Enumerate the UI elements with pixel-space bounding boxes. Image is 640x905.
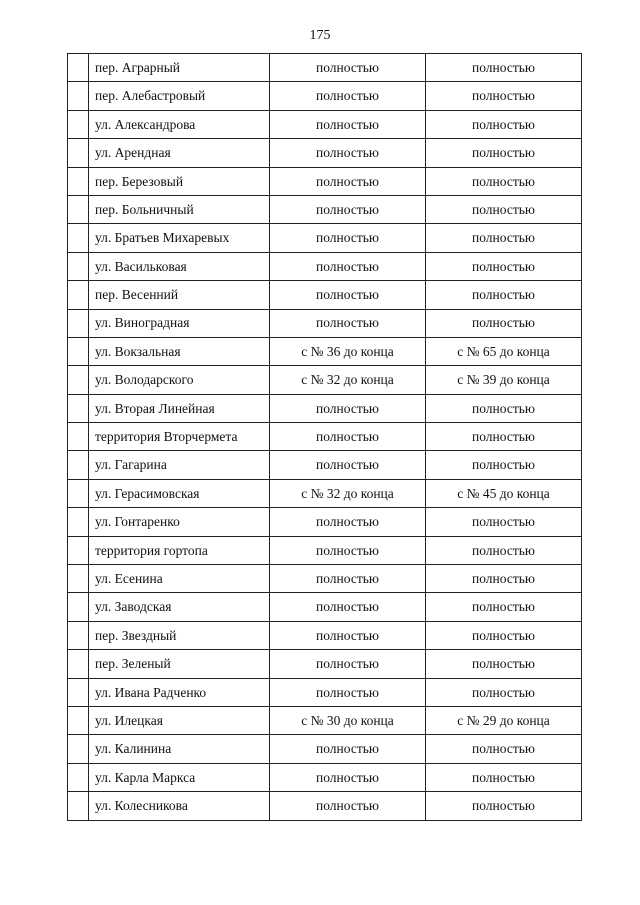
table-row	[68, 252, 582, 280]
even-numbers-cell: полностью	[270, 224, 426, 252]
even-numbers-cell: полностью	[270, 82, 426, 110]
odd-numbers-cell: полностью	[426, 536, 582, 564]
even-numbers-cell: с № 36 до конца	[270, 337, 426, 365]
streets-table	[67, 53, 582, 821]
odd-numbers-cell: с № 45 до конца	[426, 479, 582, 507]
table-row	[68, 650, 582, 678]
table-row	[68, 82, 582, 110]
street-name-cell: ул. Герасимовская	[89, 479, 270, 507]
row-index-cell	[68, 706, 89, 734]
even-numbers-cell: полностью	[270, 54, 426, 82]
street-name-cell: пер. Больничный	[89, 195, 270, 223]
odd-numbers-cell: полностью	[426, 735, 582, 763]
table-row	[68, 536, 582, 564]
table-row	[68, 54, 582, 82]
even-numbers-cell: полностью	[270, 792, 426, 820]
street-name-cell: территория гортопа	[89, 536, 270, 564]
street-name-cell: пер. Зеленый	[89, 650, 270, 678]
table-row	[68, 735, 582, 763]
odd-numbers-cell: с № 39 до конца	[426, 366, 582, 394]
even-numbers-cell: полностью	[270, 508, 426, 536]
even-numbers-cell: полностью	[270, 735, 426, 763]
odd-numbers-cell: полностью	[426, 54, 582, 82]
street-name-cell: ул. Виноградная	[89, 309, 270, 337]
table-row	[68, 593, 582, 621]
odd-numbers-cell: полностью	[426, 621, 582, 649]
row-index-cell	[68, 621, 89, 649]
odd-numbers-cell: полностью	[426, 252, 582, 280]
even-numbers-cell: полностью	[270, 252, 426, 280]
street-name-cell: пер. Аграрный	[89, 54, 270, 82]
table-row	[68, 678, 582, 706]
even-numbers-cell: полностью	[270, 110, 426, 138]
table-row	[68, 451, 582, 479]
table-row	[68, 309, 582, 337]
row-index-cell	[68, 110, 89, 138]
odd-numbers-cell: полностью	[426, 593, 582, 621]
odd-numbers-cell: полностью	[426, 281, 582, 309]
row-index-cell	[68, 536, 89, 564]
row-index-cell	[68, 82, 89, 110]
row-index-cell	[68, 281, 89, 309]
street-name-cell: ул. Калинина	[89, 735, 270, 763]
street-name-cell: ул. Александрова	[89, 110, 270, 138]
row-index-cell	[68, 479, 89, 507]
even-numbers-cell: полностью	[270, 763, 426, 791]
table-row	[68, 792, 582, 820]
row-index-cell	[68, 451, 89, 479]
street-name-cell: пер. Звездный	[89, 621, 270, 649]
street-name-cell: пер. Березовый	[89, 167, 270, 195]
odd-numbers-cell: полностью	[426, 763, 582, 791]
row-index-cell	[68, 678, 89, 706]
odd-numbers-cell: полностью	[426, 792, 582, 820]
even-numbers-cell: полностью	[270, 195, 426, 223]
row-index-cell	[68, 792, 89, 820]
odd-numbers-cell: с № 65 до конца	[426, 337, 582, 365]
street-name-cell: ул. Колесникова	[89, 792, 270, 820]
odd-numbers-cell: с № 29 до конца	[426, 706, 582, 734]
row-index-cell	[68, 224, 89, 252]
even-numbers-cell: полностью	[270, 565, 426, 593]
street-name-cell: пер. Весенний	[89, 281, 270, 309]
odd-numbers-cell: полностью	[426, 82, 582, 110]
table-row	[68, 281, 582, 309]
row-index-cell	[68, 763, 89, 791]
table-row	[68, 394, 582, 422]
street-name-cell: ул. Ивана Радченко	[89, 678, 270, 706]
street-name-cell: ул. Карла Маркса	[89, 763, 270, 791]
street-name-cell: ул. Гонтаренко	[89, 508, 270, 536]
even-numbers-cell: полностью	[270, 281, 426, 309]
even-numbers-cell: полностью	[270, 593, 426, 621]
row-index-cell	[68, 394, 89, 422]
odd-numbers-cell: полностью	[426, 195, 582, 223]
table-row	[68, 479, 582, 507]
table-row	[68, 195, 582, 223]
row-index-cell	[68, 508, 89, 536]
even-numbers-cell: полностью	[270, 650, 426, 678]
table-row	[68, 423, 582, 451]
row-index-cell	[68, 337, 89, 365]
table-row	[68, 621, 582, 649]
even-numbers-cell: полностью	[270, 394, 426, 422]
page-number: 175	[309, 28, 331, 43]
odd-numbers-cell: полностью	[426, 394, 582, 422]
row-index-cell	[68, 309, 89, 337]
table-row	[68, 139, 582, 167]
street-name-cell: ул. Вокзальная	[89, 337, 270, 365]
odd-numbers-cell: полностью	[426, 110, 582, 138]
table-row	[68, 565, 582, 593]
even-numbers-cell: полностью	[270, 139, 426, 167]
even-numbers-cell: с № 30 до конца	[270, 706, 426, 734]
even-numbers-cell: с № 32 до конца	[270, 366, 426, 394]
row-index-cell	[68, 167, 89, 195]
row-index-cell	[68, 423, 89, 451]
street-name-cell: ул. Братьев Михаревых	[89, 224, 270, 252]
row-index-cell	[68, 54, 89, 82]
row-index-cell	[68, 139, 89, 167]
row-index-cell	[68, 252, 89, 280]
even-numbers-cell: с № 32 до конца	[270, 479, 426, 507]
even-numbers-cell: полностью	[270, 451, 426, 479]
street-name-cell: территория Вторчермета	[89, 423, 270, 451]
table-row	[68, 763, 582, 791]
odd-numbers-cell: полностью	[426, 650, 582, 678]
odd-numbers-cell: полностью	[426, 309, 582, 337]
odd-numbers-cell: полностью	[426, 678, 582, 706]
odd-numbers-cell: полностью	[426, 224, 582, 252]
row-index-cell	[68, 650, 89, 678]
even-numbers-cell: полностью	[270, 167, 426, 195]
row-index-cell	[68, 593, 89, 621]
table-row	[68, 337, 582, 365]
street-name-cell: ул. Арендная	[89, 139, 270, 167]
street-name-cell: ул. Васильковая	[89, 252, 270, 280]
even-numbers-cell: полностью	[270, 536, 426, 564]
odd-numbers-cell: полностью	[426, 508, 582, 536]
odd-numbers-cell: полностью	[426, 139, 582, 167]
street-name-cell: ул. Володарского	[89, 366, 270, 394]
street-name-cell: ул. Вторая Линейная	[89, 394, 270, 422]
table-row	[68, 110, 582, 138]
row-index-cell	[68, 195, 89, 223]
row-index-cell	[68, 735, 89, 763]
even-numbers-cell: полностью	[270, 678, 426, 706]
table-row	[68, 167, 582, 195]
street-name-cell: ул. Гагарина	[89, 451, 270, 479]
table-body	[68, 54, 582, 821]
table-row	[68, 224, 582, 252]
even-numbers-cell: полностью	[270, 423, 426, 451]
row-index-cell	[68, 565, 89, 593]
street-name-cell: ул. Есенина	[89, 565, 270, 593]
row-index-cell	[68, 366, 89, 394]
even-numbers-cell: полностью	[270, 309, 426, 337]
odd-numbers-cell: полностью	[426, 565, 582, 593]
even-numbers-cell: полностью	[270, 621, 426, 649]
table-row	[68, 706, 582, 734]
street-name-cell: ул. Заводская	[89, 593, 270, 621]
odd-numbers-cell: полностью	[426, 167, 582, 195]
street-name-cell: пер. Алебастровый	[89, 82, 270, 110]
street-name-cell: ул. Илецкая	[89, 706, 270, 734]
odd-numbers-cell: полностью	[426, 423, 582, 451]
odd-numbers-cell: полностью	[426, 451, 582, 479]
table-row	[68, 508, 582, 536]
table-row	[68, 366, 582, 394]
